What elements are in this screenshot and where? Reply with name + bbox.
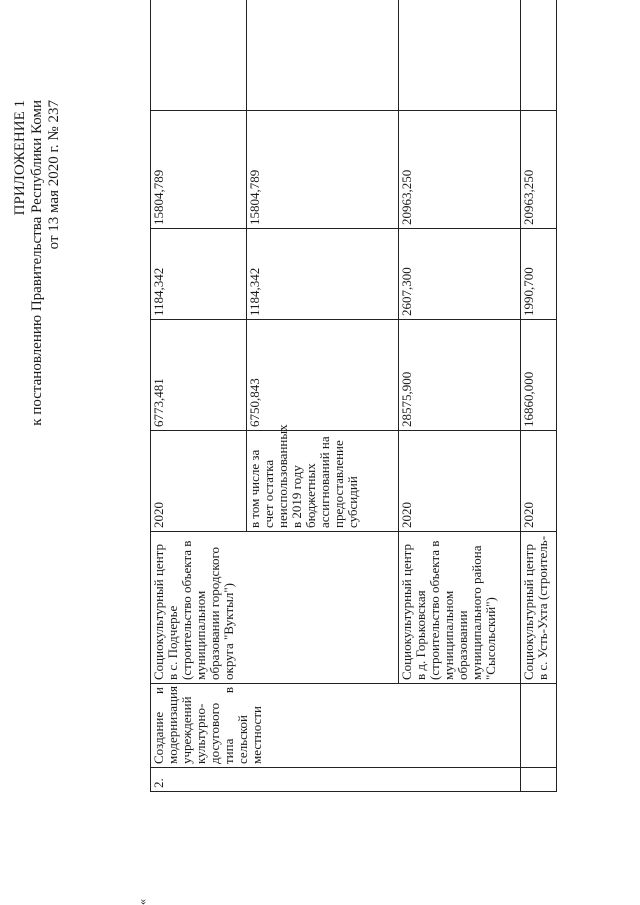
- note-cell: в том числе за счет остатка неиспользованных в 2019 году бюджетных ассигнований на предоставление субсидий: [247, 431, 399, 532]
- value-cell: 15804,789: [247, 111, 399, 229]
- value-cell: 6750,843: [247, 320, 399, 431]
- empty-cell: [521, 0, 557, 111]
- resolution-date: от 13 мая 2020 г. № 237: [46, 100, 62, 250]
- empty-cell: [247, 0, 399, 111]
- table-row: [151, 0, 247, 792]
- empty-cell: [521, 768, 557, 792]
- activity-cell: Создание и модернизация учреждений культурно-досугового типа в сельской местности: [151, 684, 521, 768]
- value-cell: 28575,900: [399, 320, 521, 431]
- value-cell: 1990,700: [521, 229, 557, 320]
- object-cell: Социокультурный центр в с. Усть-Ухта (строитель-: [521, 532, 557, 684]
- value-cell: 16860,000: [521, 320, 557, 431]
- table-row: [399, 0, 521, 792]
- appendix-header: [12, 100, 63, 426]
- year-cell: 2020: [521, 431, 557, 532]
- quote-mark: «: [135, 899, 149, 905]
- object-cell: Социокультурный центр в с. Подчерье (строительство объекта в муниципальном образовании городского округа "Вуктыл"): [151, 532, 399, 684]
- program-table: [150, 0, 557, 792]
- empty-cell: [521, 684, 557, 768]
- appendix-title: ПРИЛОЖЕНИЕ 1: [12, 100, 28, 216]
- year-cell: 2020: [399, 431, 521, 532]
- table-row: [521, 0, 557, 792]
- value-cell: 1184,342: [151, 229, 247, 320]
- year-cell: 2020: [151, 431, 247, 532]
- value-cell: 20963,250: [521, 111, 557, 229]
- resolution-line: к постановлению Правительства Республики Коми: [29, 100, 45, 426]
- value-cell: 1184,342: [247, 229, 399, 320]
- value-cell: 20963,250: [399, 111, 521, 229]
- empty-cell: [399, 0, 521, 111]
- empty-cell: [151, 0, 247, 111]
- value-cell: 6773,481: [151, 320, 247, 431]
- object-cell: Социокультурный центр в д. Горьковская (строительство объекта в муниципальном образовании муниципального района "Сысольский"): [399, 532, 521, 684]
- value-cell: 15804,789: [151, 111, 247, 229]
- row-number: 2.: [151, 768, 521, 792]
- value-cell: 2607,300: [399, 229, 521, 320]
